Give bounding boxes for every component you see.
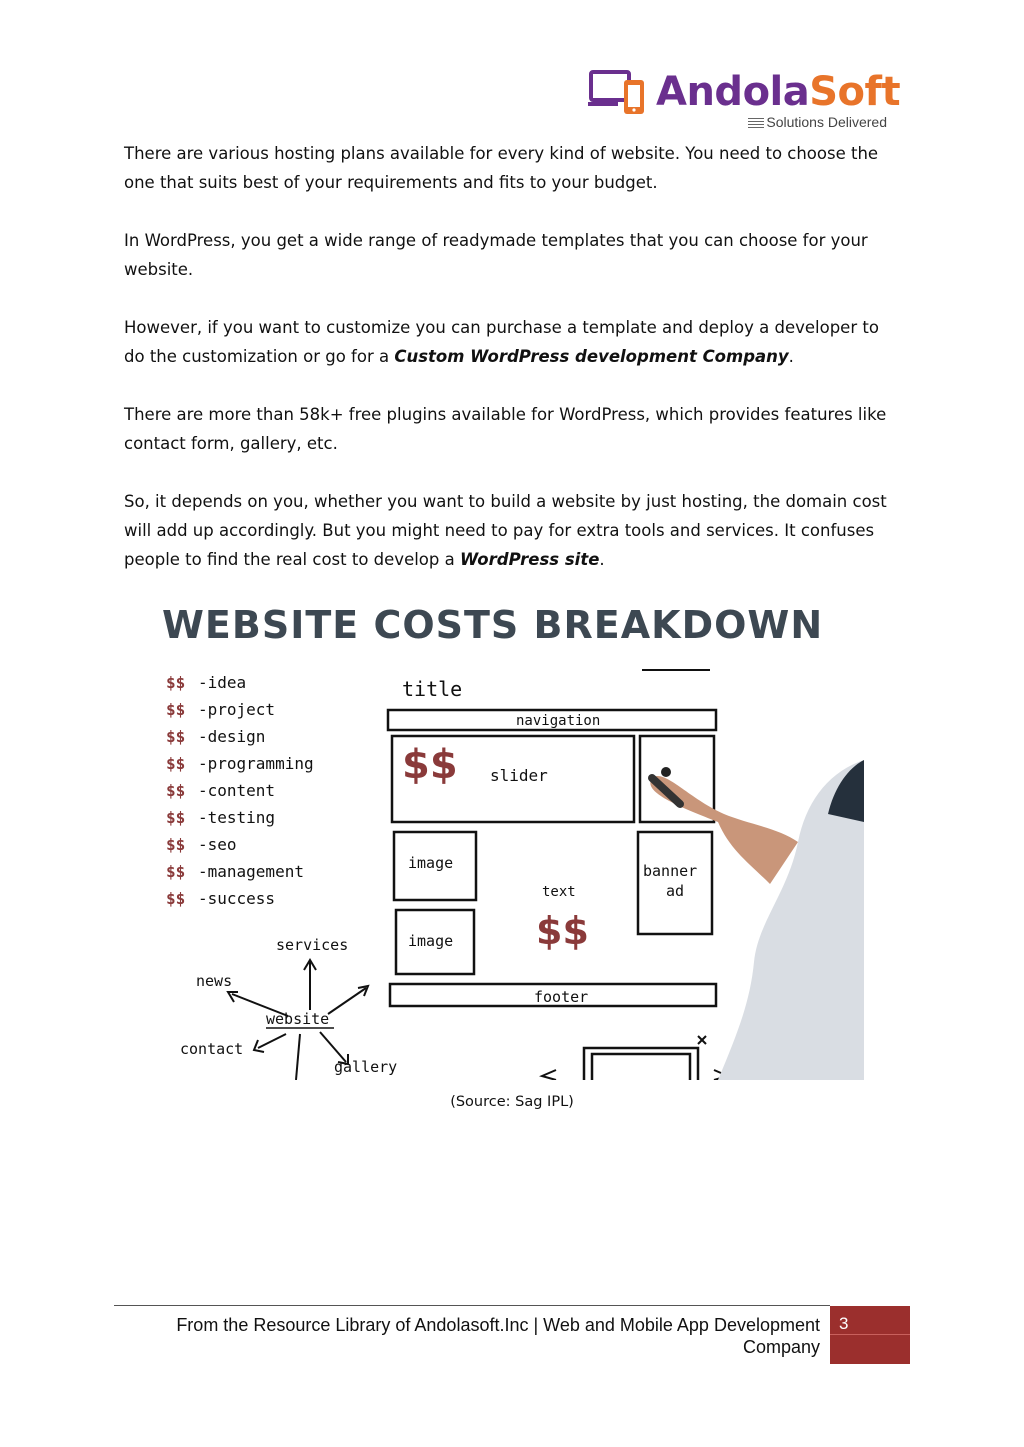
dollar-sign: $$ (166, 889, 186, 908)
footer-divider (114, 1305, 830, 1306)
paragraph-text: So, it depends on you, whether you want to build a website by just hosting, the domain cost will add up accordingly. But you might need to pay for extra tools and services. It confuses people to find the real cost to develop a (124, 492, 887, 569)
cost-item: -management (198, 862, 304, 881)
paragraph-text: . (599, 550, 605, 569)
mindmap-news: news (196, 972, 233, 990)
website-costs-figure (158, 592, 864, 1080)
hand-with-marker (650, 760, 864, 1080)
dollar-sign: $$ (166, 673, 186, 692)
wireframe-footer: footer (534, 988, 589, 1006)
wordpress-site-link[interactable]: WordPress site (459, 550, 600, 569)
dollar-sign: $$ (166, 835, 186, 854)
cost-item: -project (198, 700, 276, 719)
mindmap-services: services (276, 936, 349, 954)
wireframe-title: title (402, 677, 463, 701)
wireframe-image: image (408, 932, 454, 950)
page-number-box (830, 1306, 910, 1364)
wireframe-ad: ad (666, 882, 685, 900)
wireframe-navigation: navigation (516, 713, 601, 729)
footer-text: From the Resource Library of Andolasoft.Inc | Web and Mobile App Development Company (176, 1315, 820, 1357)
dollar-sign: $$ (166, 727, 186, 746)
figure-caption: (Source: Sag IPL) (450, 1094, 574, 1110)
dollar-sign: $$ (166, 781, 186, 800)
wireframe-image: image (408, 854, 454, 872)
company-logo (588, 66, 901, 134)
wireframe-slider: slider (490, 766, 548, 785)
mindmap-contact: contact (180, 1040, 244, 1058)
dollar-sign: $$ (166, 808, 186, 827)
logo-tagline (748, 114, 887, 130)
paragraph (124, 313, 904, 371)
mindmap-website: website (266, 1010, 330, 1028)
logo-brand-part2: Soft (809, 69, 901, 115)
paragraph: There are various hosting plans available for every kind of website. You need to choose the one that suits best of your requirements and fits to your budget. (124, 144, 879, 192)
figure-title: WEBSITE COSTS BREAKDOWN (162, 603, 824, 647)
cost-item: -programming (198, 754, 314, 773)
mindmap-gallery: gallery (334, 1058, 398, 1076)
cost-item: -design (198, 727, 266, 746)
wireframe-banner: banner (643, 862, 698, 880)
paragraph: In WordPress, you get a wide range of readymade templates that you can choose for your website. (124, 231, 868, 279)
page-number: 3 (839, 1314, 849, 1333)
devices-icon (588, 66, 652, 120)
dollar-sign: $$ (166, 862, 186, 881)
logo-tagline-text: Solutions Delivered (766, 114, 887, 130)
dollar-sign: $$ (166, 700, 186, 719)
dollar-sign: $$ (166, 754, 186, 773)
cost-item: -content (198, 781, 276, 800)
wireframe-text: text (542, 884, 576, 900)
paragraph-text: However, if you want to customize you can purchase a template and deploy a developer to do the customization or go for a (124, 318, 879, 366)
cost-item: -success (198, 889, 276, 908)
logo-wordmark (656, 66, 900, 118)
logo-brand-part1: Andola (656, 69, 810, 115)
cost-item: -idea (198, 673, 247, 692)
website-costs-illustration (158, 592, 864, 1080)
page-box-divider (830, 1334, 910, 1335)
text-dollar-sign: $$ (536, 909, 589, 953)
slider-dollar-sign: $$ (402, 742, 458, 788)
paragraph (124, 487, 904, 574)
paragraph: There are more than 58k+ free plugins available for WordPress, which provides features like contact form, gallery, etc. (124, 405, 887, 453)
cost-item: -seo (198, 835, 237, 854)
cost-item: -testing (198, 808, 276, 827)
article-body (124, 139, 904, 603)
custom-wordpress-link[interactable]: Custom WordPress development Company (394, 347, 789, 366)
paragraph-text: . (788, 347, 794, 366)
